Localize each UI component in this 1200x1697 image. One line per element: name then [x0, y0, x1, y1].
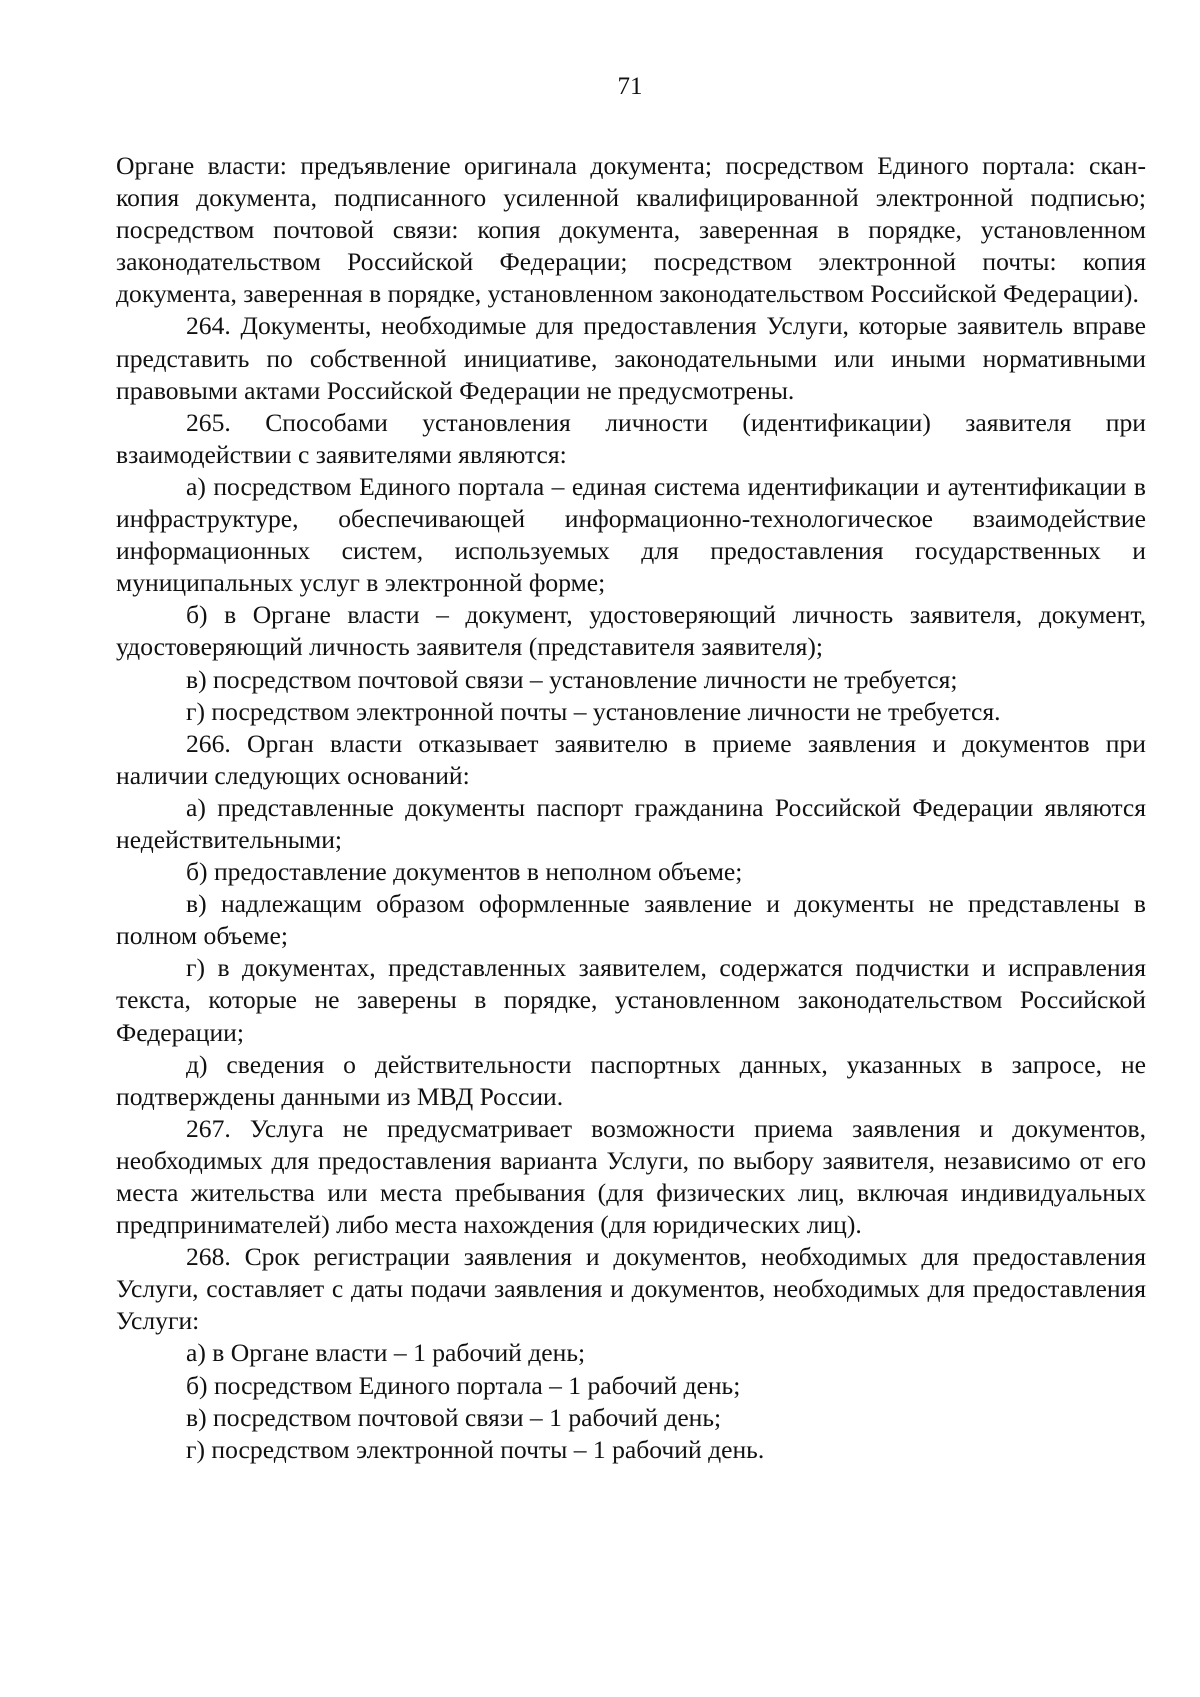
paragraph-265-a: а) посредством Единого портала – единая система идентификации и аутентификации в инфраструктуре, обеспечивающей информационно-технологическое взаимодействие информационных систем, используемых для предоставления государственных и муниципальных услуг в электронной форме; [116, 471, 1146, 598]
paragraph-268-b: б) посредством Единого портала – 1 рабочий день; [186, 1370, 741, 1400]
paragraph-267: 267. Услуга не предусматривает возможности приема заявления и документов, необходимых для предоставления варианта Услуги, по выбору заявителя, независимо от его места жительства или места пребывания (для физических лиц, включая индивидуальных предпринимателей) либо места нахождения (для юридических лиц). [116, 1113, 1146, 1240]
paragraph-264: 264. Документы, необходимые для предоставления Услуги, которые заявитель вправе представить по собственной инициативе, законодательными или иными нормативными правовыми актами Российской Федерации не предусмотрены. [116, 311, 1146, 405]
paragraph-266-a: а) представленные документы паспорт гражданина Российской Федерации являются недействительными; [116, 792, 1146, 854]
paragraph-265-b: б) в Органе власти – документ, удостоверяющий личность заявителя, документ, удостоверяющий личность заявителя (представителя заявителя); [116, 600, 1146, 662]
paragraph-268-g: г) посредством электронной почты – 1 рабочий день. [186, 1434, 765, 1464]
paragraph-265-g: г) посредством электронной почты – установление личности не требуется. [186, 696, 1001, 726]
paragraph-266-d: д) сведения о действительности паспортных данных, указанных в запросе, не подтверждены данными из МВД России. [116, 1049, 1146, 1111]
paragraph-266: 266. Орган власти отказывает заявителю в приеме заявления и документов при наличии следующих оснований: [116, 728, 1146, 790]
paragraph-268-a: а) в Органе власти – 1 рабочий день; [186, 1338, 586, 1368]
paragraph-266-b: б) предоставление документов в неполном объеме; [186, 857, 743, 887]
paragraph-continuation: Органе власти: предъявление оригинала документа; посредством Единого портала: скан-копия документа, подписанного усиленной квалифицированной электронной подписью; посредством почтовой связи: копия документа, заверенная в порядке, установленном законодательством Российской Федерации; посредством электронной почты: копия документа, заверенная в порядке, установленном законодательством Российской Федерации). [116, 151, 1146, 309]
paragraph-265-v: в) посредством почтовой связи – установление личности не требуется; [186, 664, 958, 694]
paragraph-265: 265. Способами установления личности (идентификации) заявителя при взаимодействии с заявителями являются: [116, 407, 1146, 469]
page-number: 71 [617, 73, 643, 100]
paragraph-266-v: в) надлежащим образом оформленные заявление и документы не представлены в полном объеме; [116, 889, 1146, 951]
paragraph-266-g: г) в документах, представленных заявителем, содержатся подчистки и исправления текста, которые не заверены в порядке, установленном законодательством Российской Федерации; [116, 953, 1146, 1047]
document-body [116, 150, 1146, 1466]
paragraph-268-v: в) посредством почтовой связи – 1 рабочий день; [186, 1402, 722, 1432]
paragraph-268: 268. Срок регистрации заявления и документов, необходимых для предоставления Услуги, составляет с даты подачи заявления и документов, необходимых для предоставления Услуги: [116, 1242, 1146, 1336]
